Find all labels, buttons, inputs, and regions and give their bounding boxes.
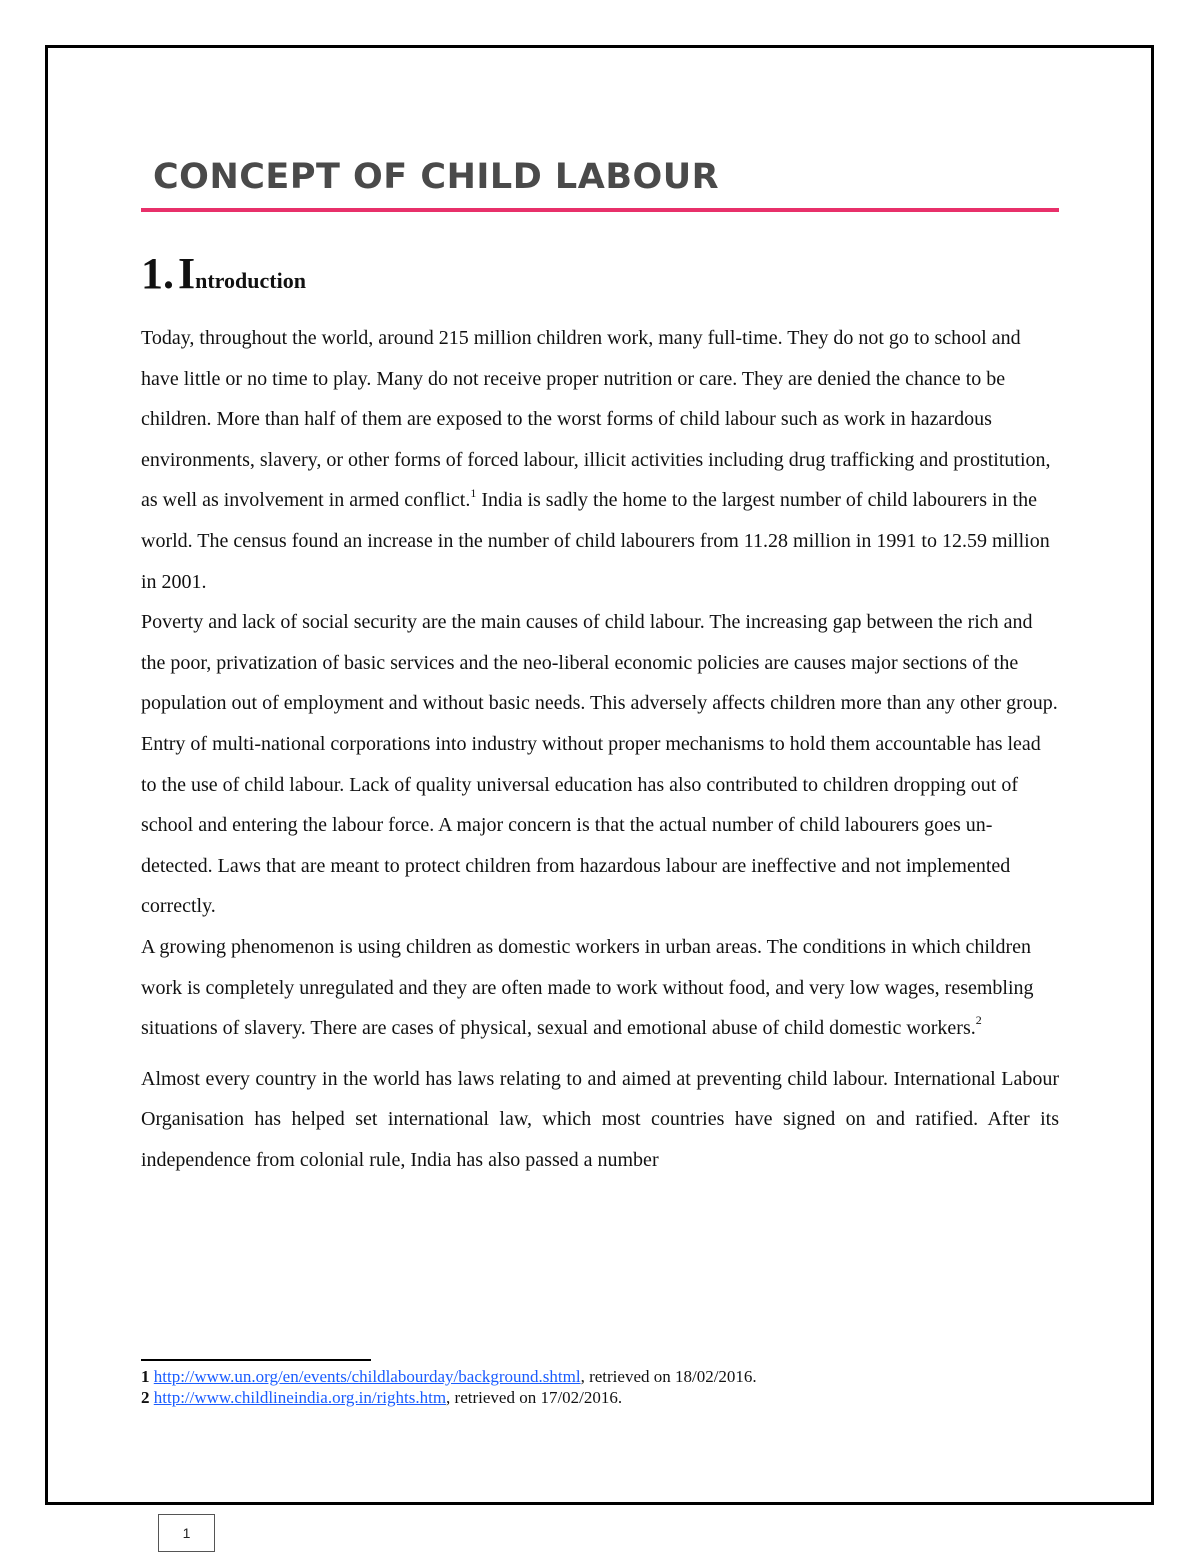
footnote-2-link[interactable]: http://www.childlineindia.org.in/rights.htm (153, 1388, 447, 1407)
paragraph-1 (141, 318, 1059, 602)
paragraph-1-text-b: India is sadly the home to the largest number of child labourers in the world. The census found an increase in the number of child labourers from 11.28 million in 1991 to 12.59 million in 2001. (141, 489, 1050, 593)
section-title-initial: I (178, 249, 196, 298)
document-body (141, 150, 1059, 1180)
footnote-ref-1[interactable]: 1 (470, 485, 477, 500)
paragraph-3 (141, 927, 1059, 1049)
page-number: 1 (158, 1514, 215, 1552)
footnote-separator (141, 1359, 371, 1361)
footnote-2-number: 2 (141, 1388, 150, 1407)
paragraph-4: Almost every country in the world has laws relating to and aimed at preventing child labour. International Labour Organisation has helped set international law, which most countries have signed on and ratified. After its independence from colonial rule, India has also passed a number (141, 1067, 1059, 1171)
paragraph-3-text: A growing phenomenon is using children as domestic workers in urban areas. The conditions in which children work is completely unregulated and they are often made to work without food, and very low wages, resembling situations of slavery. There are cases of physical, sexual and emotional abuse of child domestic workers. (141, 935, 1034, 1040)
paragraph-2: Poverty and lack of social security are the main causes of child labour. The increasing gap between the rich and the poor, privatization of basic services and the neo-liberal economic policies are causes major sections of the population out of employment and without basic needs. This adversely affects children more than any other group. Entry of multi-national corporations into industry without proper mechanisms to hold them accountable has lead to the use of child labour. Lack of quality universal education has also contributed to children dropping out of school and entering the labour force. A major concern is that the actual number of child labourers goes un-detected. Laws that are meant to protect children from hazardous labour are ineffective and not implemented correctly. (141, 611, 1058, 918)
footnote-ref-2[interactable]: 2 (975, 1013, 982, 1028)
paragraph-1-text-a: Today, throughout the world, around 215 million children work, many full-time. They do not go to school and have little or no time to play. Many do not receive proper nutrition or care. They are denied the chance to be children. More than half of them are exposed to the worst forms of child labour such as work in hazardous environments, slavery, or other forms of forced labour, illicit activities including drug trafficking and prostitution, as well as involvement in armed conflict. (141, 327, 1051, 512)
section-title-rest: ntroduction (195, 268, 306, 293)
section-number: 1. (141, 249, 174, 298)
footnote-1-text: , retrieved on 18/02/2016. (580, 1367, 757, 1386)
footnote-2-text: , retrieved on 17/02/2016. (446, 1388, 623, 1407)
footnotes (141, 1366, 1059, 1408)
footnote-1-number: 1 (141, 1367, 150, 1386)
footnote-1 (141, 1366, 1059, 1387)
title-underline (141, 208, 1059, 212)
footnote-1-link[interactable]: http://www.un.org/en/events/childlabourday/background.shtml (153, 1367, 581, 1386)
page-title: CONCEPT OF CHILD LABOUR (153, 157, 720, 197)
section-heading (141, 246, 1059, 312)
footnote-2 (141, 1387, 1059, 1408)
